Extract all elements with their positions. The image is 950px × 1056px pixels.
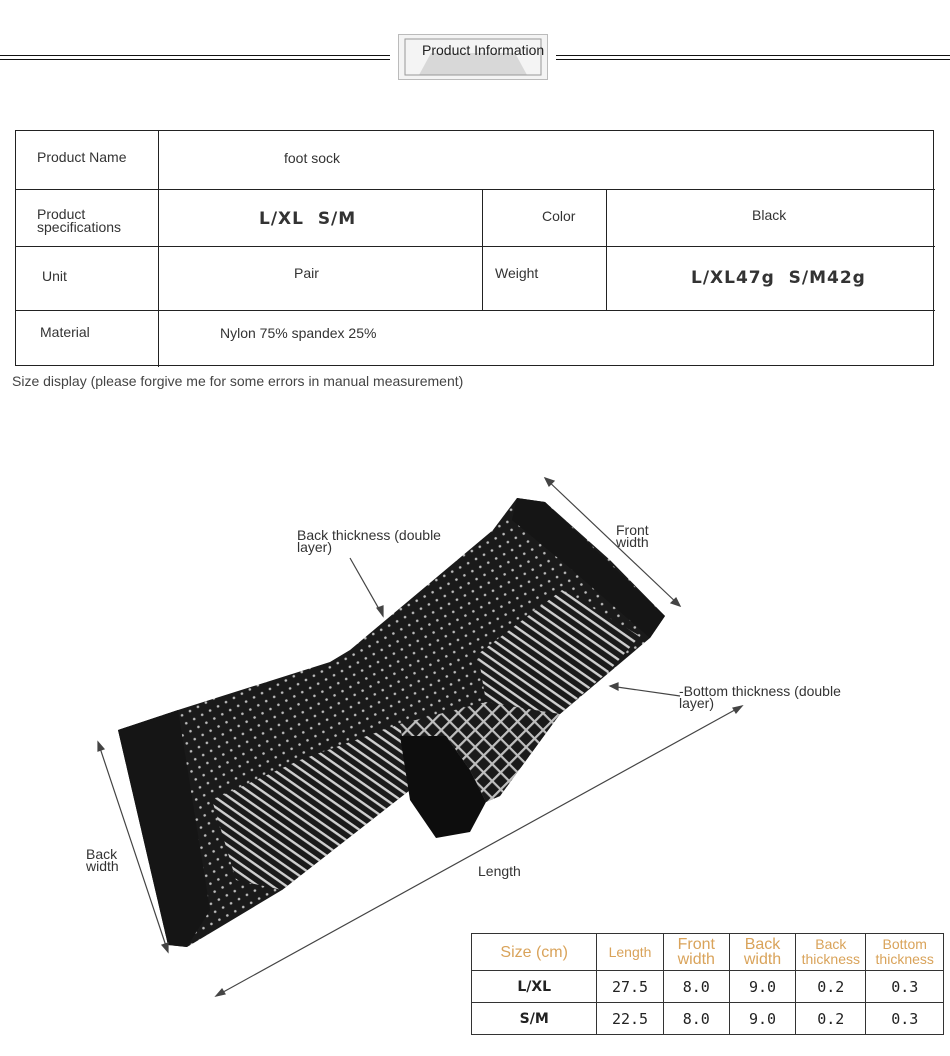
page-title: Product Information [422,42,545,58]
material-label: Material [40,324,90,340]
divider [16,310,935,311]
size-table-header-cell: Bottom thickness [866,934,944,971]
product-name-label: Product Name [37,149,127,165]
divider [158,131,159,367]
bottom-thickness-label: -Bottom thickness (double layer) [679,683,841,711]
color-value: Black [752,207,787,223]
weight-value: L/XL47g S/M42g [691,268,866,288]
divider [16,189,935,190]
divider [606,189,607,310]
back-thickness-cell: 0.2 [796,971,866,1003]
product-info-table [15,130,934,366]
length-label: Length [478,863,521,879]
size-table [471,933,944,1035]
bottom-thickness-cell: 0.3 [866,1003,944,1035]
arrowhead [216,989,225,996]
header-rule-right-2 [556,59,950,60]
size-table-header [472,934,944,971]
arrowhead [162,943,168,952]
size-cell: S/M [472,1003,597,1035]
length-cell: 27.5 [597,971,663,1003]
front-width-cell: 8.0 [663,971,729,1003]
sock-illustration [0,440,950,1000]
back-thickness-label: Back thickness (double layer) [297,527,441,555]
size-cell: L/XL [472,971,597,1003]
product-name-value: foot sock [284,150,341,166]
size-table-header-cell: Front width [663,934,729,971]
arrowhead [610,683,618,690]
size-table-header-cell: Length [597,934,663,971]
size-table-header-cell: Size (cm) [472,934,597,971]
unit-label: Unit [42,268,67,284]
size-table-header-cell: Back thickness [796,934,866,971]
bottom-thickness-cell: 0.3 [866,971,944,1003]
unit-value: Pair [294,265,319,281]
divider [482,189,483,310]
back-width-cell: 9.0 [729,1003,795,1035]
weight-label: Weight [495,265,539,281]
back-width-label: Back width [86,846,119,874]
product-spec-value: L/XL S/M [259,209,357,229]
back-width-cell: 9.0 [729,971,795,1003]
color-label: Color [542,208,576,224]
header-rule-right [556,55,950,56]
table-row [472,1003,944,1035]
arrowhead [377,606,383,616]
back-thickness-cell: 0.2 [796,1003,866,1035]
arrowhead [98,742,104,751]
product-spec-label: Product specifications [37,206,122,235]
front-width-cell: 8.0 [663,1003,729,1035]
header-rule-left [0,55,390,56]
material-value: Nylon 75% spandex 25% [220,325,377,341]
front-width-label: Front width [616,522,649,550]
length-cell: 22.5 [597,1003,663,1035]
divider [16,246,935,247]
bottom-thickness-arrow [610,686,680,696]
header-rule-left-2 [0,59,390,60]
table-row [472,971,944,1003]
size-note: Size display (please forgive me for some errors in manual measurement) [12,373,464,389]
size-table-header-cell: Back width [729,934,795,971]
